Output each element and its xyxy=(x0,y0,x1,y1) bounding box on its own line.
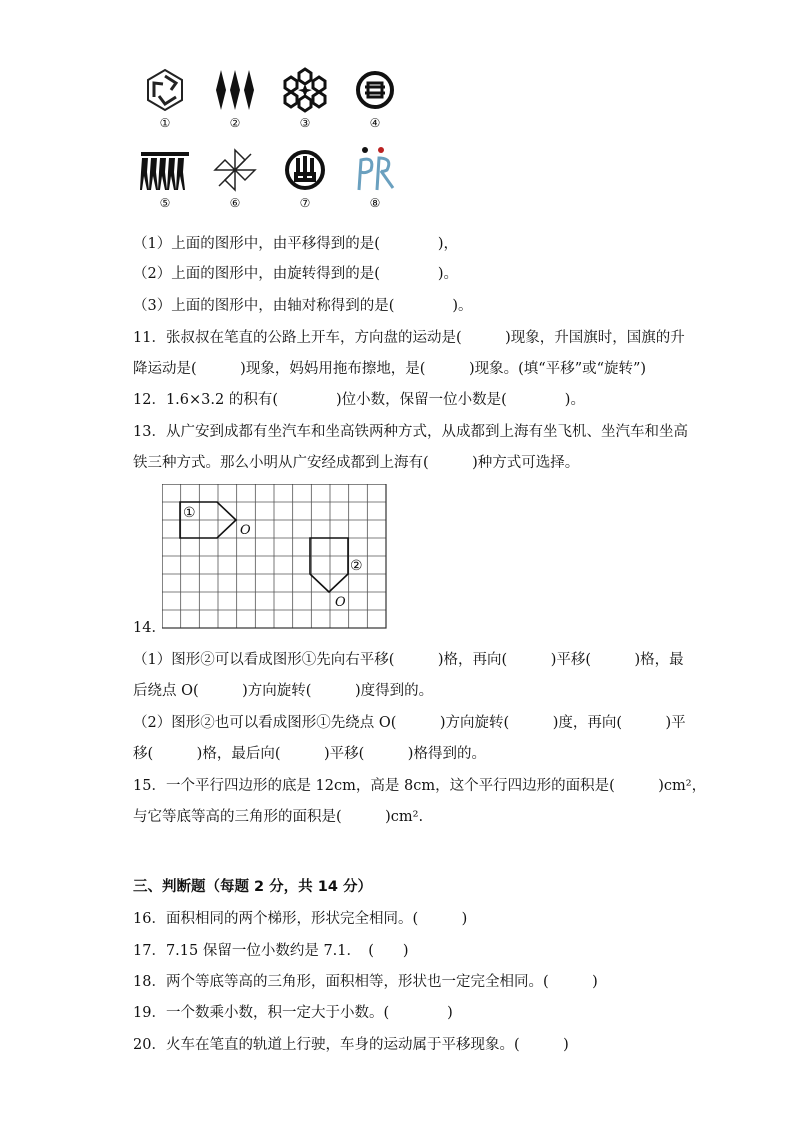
point-o-1: O xyxy=(240,523,251,538)
shape-1-label: ① xyxy=(183,505,196,521)
icon-number: ③ xyxy=(299,116,311,130)
question-11-line-2: 降运动是( )现象，妈妈用拖布擦地，是( )现象。(填“平移”或“旋转”) xyxy=(133,361,647,377)
question-13-line-2: 铁三种方式。那么小明从广安经成都到上海有( )种方式可选择。 xyxy=(133,455,580,471)
judge-item-19: 19．一个数乘小数，积一定大于小数。( ) xyxy=(133,1005,453,1021)
figure-icons xyxy=(130,66,410,216)
question-15-line-2: 与它等底等高的三角形的面积是( )cm². xyxy=(133,809,424,825)
icon-number: ⑧ xyxy=(369,196,381,210)
shape-2-label: ② xyxy=(350,558,363,574)
icon-number: ④ xyxy=(369,116,381,130)
question-12: 12．1.6×3.2 的积有( )位小数，保留一位小数是( )。 xyxy=(133,392,585,408)
grid-svg xyxy=(162,484,388,630)
question-13-line-1: 13．从广安到成都有坐汽车和坐高铁两种方式，从成都到上海有坐飞机、坐汽车和坐高 xyxy=(133,424,688,440)
agri-bank-icon xyxy=(275,146,335,218)
question-10-part-2: （2）上面的图形中，由旋转得到的是( )。 xyxy=(133,266,459,282)
judge-item-18: 18．两个等底等高的三角形，面积相等，形状也一定完全相同。( ) xyxy=(133,974,598,990)
question-14-part-2-line-1: （2）图形②也可以看成图形①先绕点 O( )方向旋转( )度，再向( )平 xyxy=(133,715,686,731)
question-15-line-1: 15．一个平行四边形的底是 12cm，高是 8cm，这个平行四边形的面积是( )cm²， xyxy=(133,778,707,794)
question-10-part-3: （3）上面的图形中，由轴对称得到的是( )。 xyxy=(133,298,473,314)
icon-number: ⑥ xyxy=(229,196,241,210)
icon-number: ⑤ xyxy=(159,196,171,210)
bank-coin-icon xyxy=(345,66,405,138)
translation-grid-figure xyxy=(162,484,388,634)
pr-logo-icon xyxy=(345,146,405,218)
hexagon-flower-icon xyxy=(275,66,335,138)
point-o-2: O xyxy=(335,595,346,610)
icon-number: ② xyxy=(229,116,241,130)
shape-2 xyxy=(310,538,348,592)
judge-item-16: 16．面积相同的两个梯形，形状完全相同。( ) xyxy=(133,911,468,927)
pinwheel-icon xyxy=(205,146,265,218)
question-14: 14． xyxy=(133,620,166,636)
question-11-line-1: 11．张叔叔在笔直的公路上开车，方向盘的运动是( )现象，升国旗时，国旗的升 xyxy=(133,330,685,346)
icon-number: ⑦ xyxy=(299,196,311,210)
question-14-part-1-line-1: （1）图形②可以看成图形①先向右平移( )格，再向( )平移( )格，最 xyxy=(133,652,684,668)
section-3-title: 三、判断题（每题 2 分，共 14 分） xyxy=(133,879,372,895)
people-row-icon xyxy=(135,146,195,218)
icon-number: ① xyxy=(159,116,171,130)
judge-item-17: 17．7.15 保留一位小数约是 7.1． ( ) xyxy=(133,943,409,959)
question-10-part-1: （1）上面的图形中，由平移得到的是( )， xyxy=(133,236,459,252)
question-14-part-2-line-2: 移( )格，最后向( )平移( )格得到的。 xyxy=(133,746,486,762)
judge-item-20: 20．火车在笔直的轨道上行驶，车身的运动属于平移现象。( ) xyxy=(133,1037,569,1053)
three-diamonds-icon xyxy=(205,66,265,138)
hexagon-swirl-icon xyxy=(135,66,195,138)
question-14-part-1-line-2: 后绕点 O( )方向旋转( )度得到的。 xyxy=(133,683,434,699)
